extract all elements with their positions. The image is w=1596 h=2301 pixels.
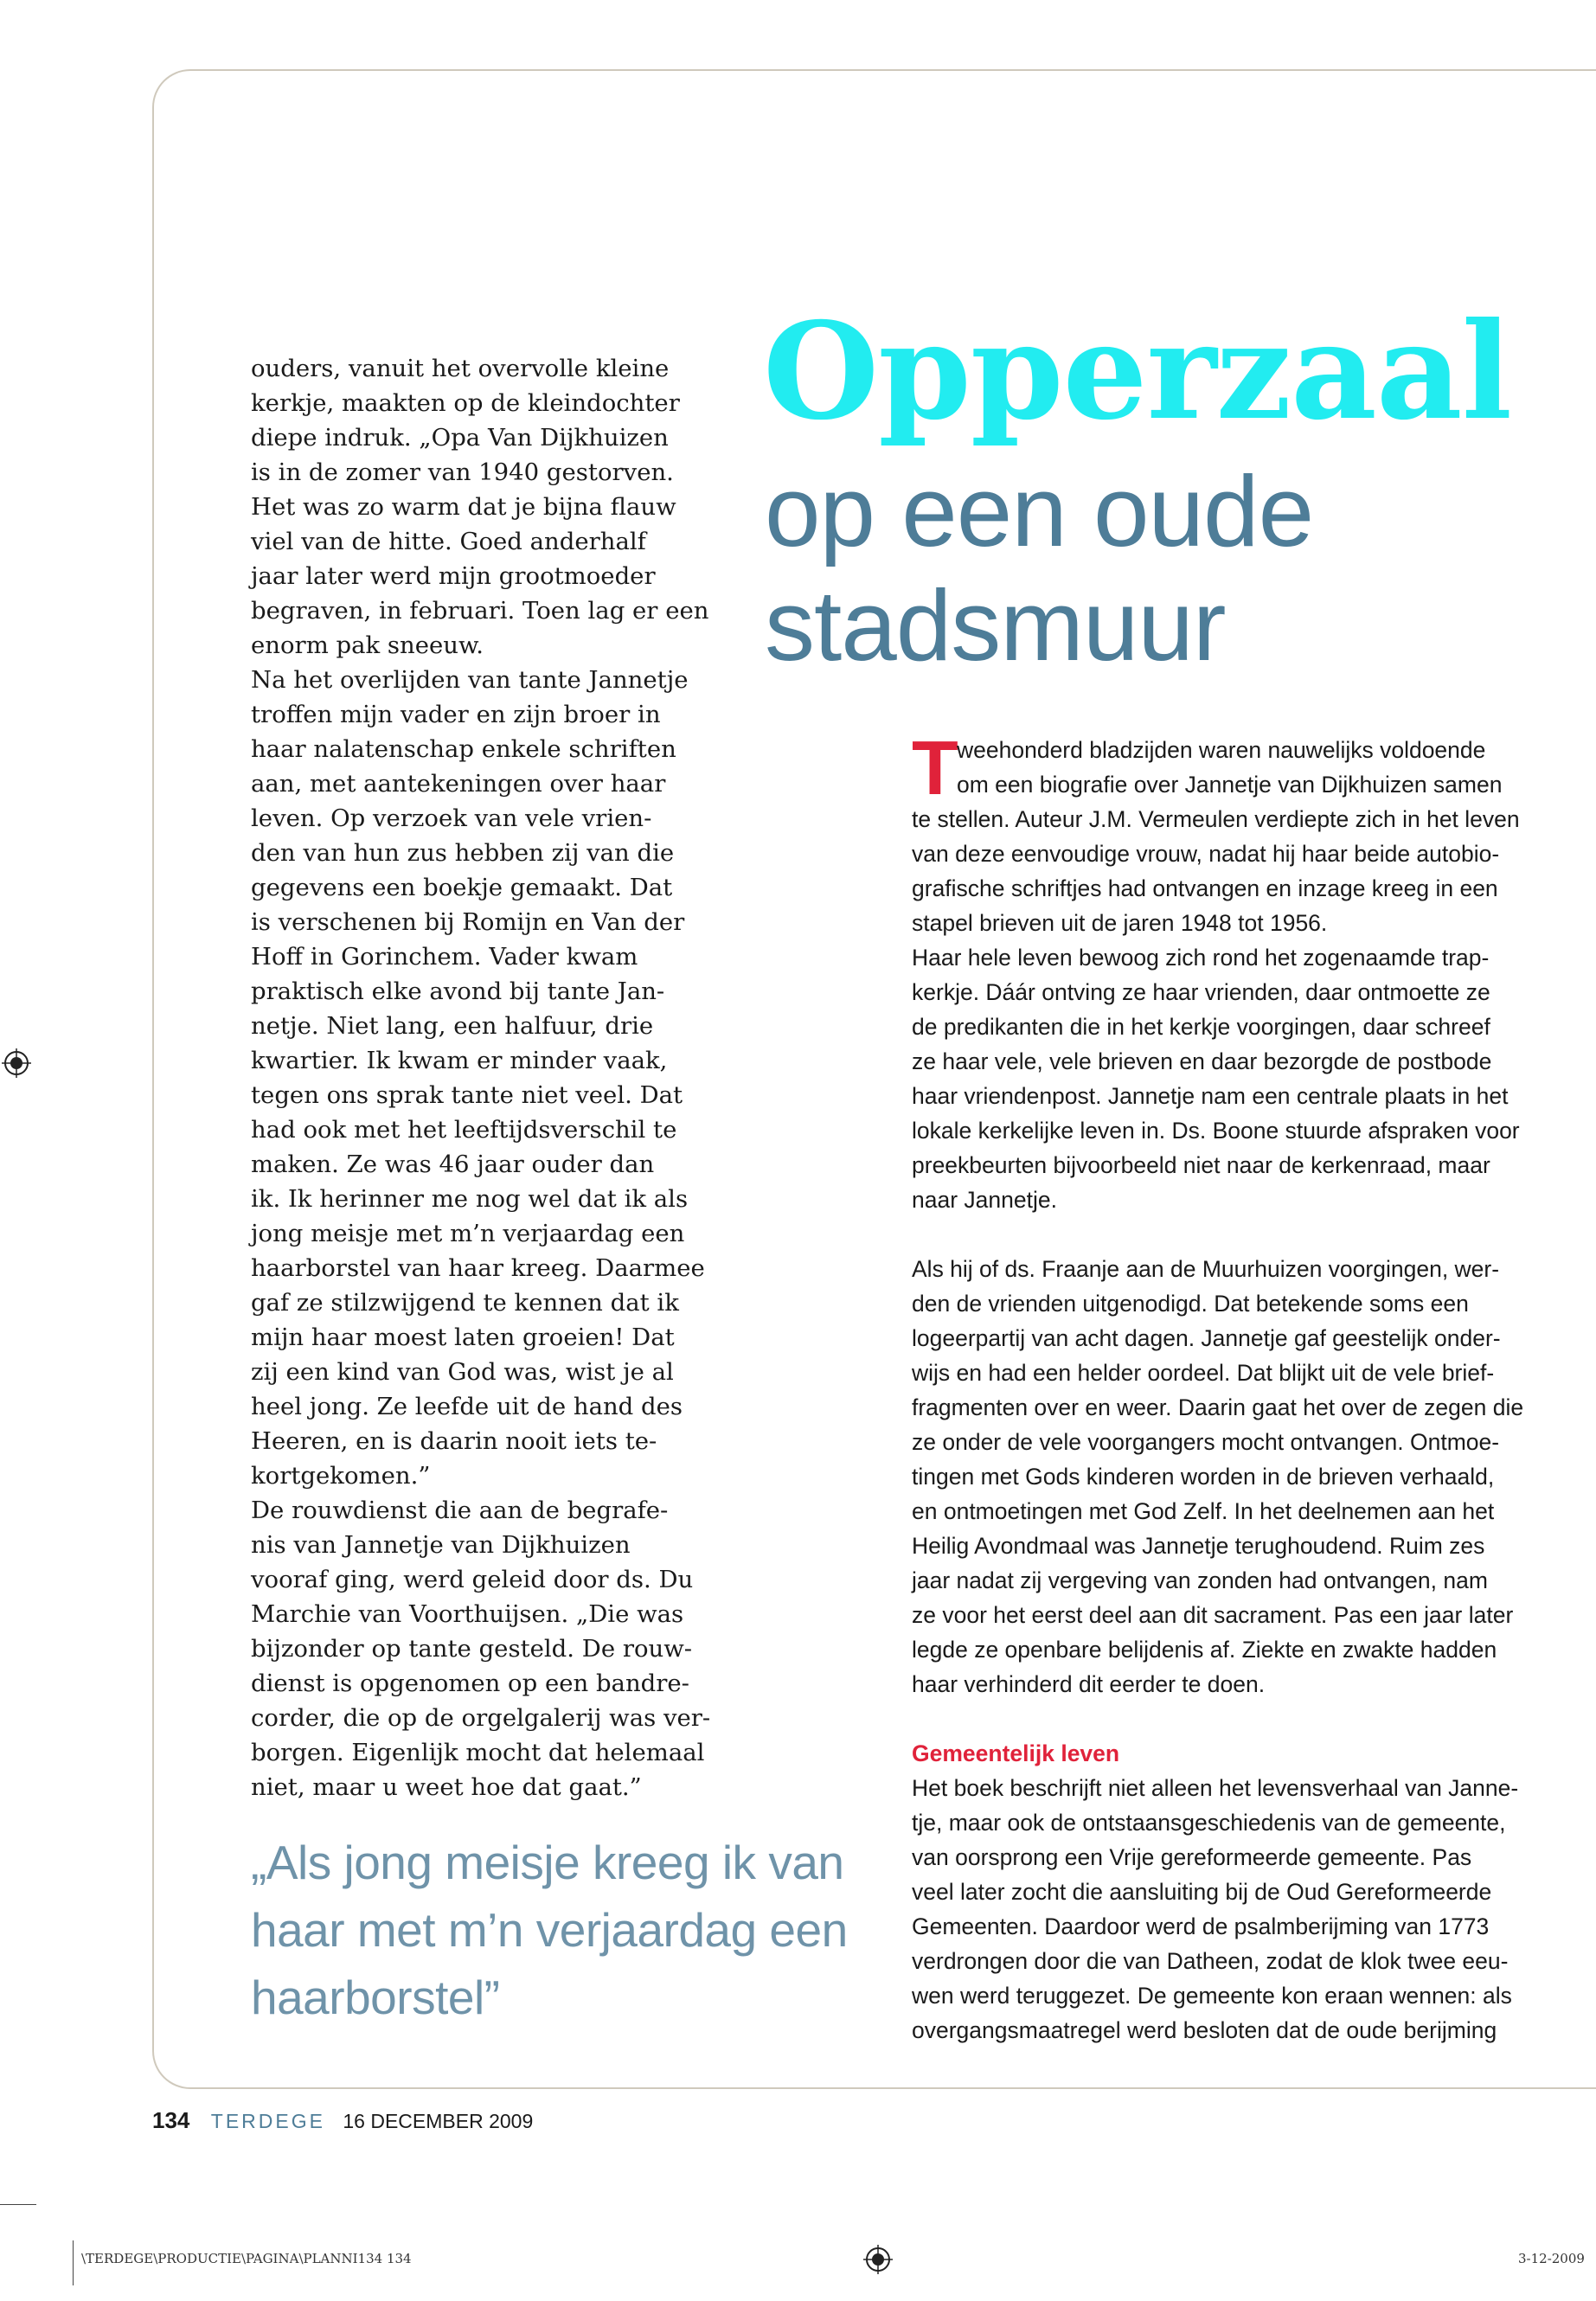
text-line: leven. Op verzoek van vele vrien- [251,804,652,832]
registration-mark-icon [863,2245,893,2274]
text-line: viel van de hitte. Goed anderhalf [251,528,646,555]
text-line: enorm pak sneeuw. [251,631,484,659]
text-line: kerkje. Dáár ontving ze haar vrienden, daar ontmoette ze [912,979,1490,1005]
text-line: ze haar vele, vele brieven en daar bezorgde de postbode [912,1048,1492,1074]
text-line: wijs en had een helder oordeel. Dat blijkt uit de vele brief- [912,1360,1495,1386]
text-line: Het boek beschrijft niet alleen het levensverhaal van Janne- [912,1775,1519,1801]
text-line: den van hun zus hebben zij van die [251,839,675,867]
crop-mark [0,2204,36,2205]
text-line: jong meisje met m’n verjaardag een [251,1220,685,1247]
text-line: weehonderd bladzijden waren nauwelijks voldoende [957,737,1486,763]
text-line: haar verhinderd dit eerder te doen. [912,1671,1266,1697]
text-line: preekbeurten bijvoorbeeld niet naar de kerkenraad, maar [912,1152,1490,1178]
pull-quote [251,1829,908,2031]
paragraph-gap [912,1702,1586,1736]
text-line: is in de zomer van 1940 gestorven. [251,458,674,486]
text-line: kortgekomen.” [251,1462,431,1490]
text-line: Als hij of ds. Fraanje aan de Muurhuizen voorgingen, wer- [912,1256,1500,1282]
text-line: maken. Ze was 46 jaar ouder dan [251,1150,655,1178]
registration-mark-icon [2,1048,31,1078]
article-subtitle [765,454,1313,683]
text-line: stapel brieven uit de jaren 1948 tot 1956. [912,910,1328,936]
text-line: ze voor het eerst deel aan dit sacrament. Pas een jaar later [912,1602,1514,1628]
paragraph-2 [912,1252,1586,1702]
slug-path: \TERDEGE\PRODUCTIE\PAGINA\PLANNI134 134 [81,2251,412,2266]
text-line: Heilig Avondmaal was Jannetje terughoudend. Ruim zes [912,1533,1485,1559]
text-line: naar Jannetje. [912,1187,1057,1213]
text-line: corder, die op de orgelgalerij was ver- [251,1704,711,1732]
text-line: tegen ons sprak tante niet veel. Dat [251,1081,683,1109]
text-line: borgen. Eigenlijk mocht dat helemaal [251,1739,705,1766]
text-line: logeerpartij van acht dagen. Jannetje gaf geestelijk onder- [912,1325,1501,1351]
text-line: jaar later werd mijn grootmoeder [251,562,656,590]
text-line: gegevens een boekje gemaakt. Dat [251,874,673,901]
text-line: om een biografie over Jannetje van Dijkhuizen samen [957,772,1503,798]
text-line: de predikanten die in het kerkje voorgingen, daar schreef [912,1014,1490,1040]
text-line: tje, maar ook de ontstaansgeschiedenis van de gemeente, [912,1810,1506,1836]
text-line: wen werd teruggezet. De gemeente kon eraan wennen: als [912,1983,1512,2009]
crop-mark [73,2240,74,2285]
quote-line: haarborstel” [251,1971,500,2024]
text-line: netje. Niet lang, een halfuur, drie [251,1012,654,1040]
subtitle-line-1: op een oude [765,455,1314,567]
text-line: aan, met aantekeningen over haar [251,770,666,798]
subtitle-line-2: stadsmuur [765,569,1226,682]
text-line: Gemeenten. Daardoor werd de psalmberijming van 1773 [912,1913,1490,1939]
text-line: vooraf ging, werd geleid door ds. Du [251,1566,694,1593]
text-line: van deze eenvoudige vrouw, nadat hij haar beide autobio- [912,841,1500,867]
text-line: overgangsmaatregel werd besloten dat de oude berijming [912,2017,1497,2043]
text-line: is verschenen bij Romijn en Van der [251,908,685,936]
text-line: diepe indruk. „Opa Van Dijkhuizen [251,424,669,452]
quote-line: haar met m’n verjaardag een [251,1903,848,1957]
text-line: en ontmoetingen met God Zelf. In het deelnemen aan het [912,1498,1495,1524]
text-line: haar nalatenschap enkele schriften [251,735,676,763]
text-line: mijn haar moest laten groeien! Dat [251,1324,675,1351]
page-footer [152,2107,533,2134]
text-line: jaar nadat zij vergeving van zonden had ontvangen, nam [912,1567,1488,1593]
text-line: ze onder de vele voorgangers mocht ontvangen. Ontmoe- [912,1429,1500,1455]
text-line: niet, maar u weet hoe dat gaat.” [251,1773,642,1801]
paragraph-gap [912,1217,1586,1252]
text-line: veel later zocht die aansluiting bij de Oud Gereformeerde [912,1879,1492,1905]
magazine-name: TERDEGE [210,2110,325,2132]
issue-date: 16 DECEMBER 2009 [343,2110,534,2132]
paragraph-1 [912,802,1586,1217]
right-column [912,725,1586,2048]
text-line: Marchie van Voorthuijsen. „Die was [251,1600,684,1628]
text-line: haar vriendenpost. Jannetje nam een centrale plaats in het [912,1083,1509,1109]
text-line: Na het overlijden van tante Jannetje [251,666,689,694]
text-line: verdrongen door die van Datheen, zodat de klok twee eeu- [912,1948,1509,1974]
paragraph-3 [912,1771,1586,2048]
left-column [251,351,711,1804]
slug-date: 3-12-2009 [1518,2251,1585,2266]
text-line: De rouwdienst die aan de begrafe- [251,1497,669,1524]
text-line: grafische schriftjes had ontvangen en inzage kreeg in een [912,875,1498,901]
text-line: ouders, vanuit het overvolle kleine [251,355,670,382]
text-line: Het was zo warm dat je bijna flauw [251,493,676,521]
text-line: bijzonder op tante gesteld. De rouw- [251,1635,693,1663]
text-line: lokale kerkelijke leven in. Ds. Boone stuurde afspraken voor [912,1118,1520,1144]
section-subhead: Gemeentelijk leven [912,1740,1120,1766]
text-line: fragmenten over en weer. Daarin gaat het over de zegen die [912,1394,1524,1420]
text-line: had ook met het leeftijdsverschil te [251,1116,677,1144]
text-line: praktisch elke avond bij tante Jan- [251,977,665,1005]
text-line: gaf ze stilzwijgend te kennen dat ik [251,1289,679,1317]
page-number: 134 [152,2107,190,2133]
quote-line: „Als jong meisje kreeg ik van [251,1836,844,1889]
text-line: ik. Ik herinner me nog wel dat ik als [251,1185,689,1213]
intro-block [912,725,1586,811]
text-line: heel jong. Ze leefde uit de hand des [251,1393,683,1420]
text-line: van oorsprong een Vrije gereformeerde gemeente. Pas [912,1844,1472,1870]
text-line: zij een kind van God was, wist je al [251,1358,674,1386]
text-line: Heeren, en is daarin nooit iets te- [251,1427,657,1455]
text-line: Haar hele leven bewoog zich rond het zogenaamde trap- [912,945,1490,971]
article-title: Opperzaal [763,293,1512,450]
text-line: den de vrienden uitgenodigd. Dat betekende soms een [912,1291,1469,1317]
text-line: Hoff in Gorinchem. Vader kwam [251,943,638,971]
text-line: troffen mijn vader en zijn broer in [251,701,661,728]
text-line: nis van Jannetje van Dijkhuizen [251,1531,631,1559]
text-line: begraven, in februari. Toen lag er een [251,597,709,625]
text-line: kwartier. Ik kwam er minder vaak, [251,1047,668,1074]
text-line: haarborstel van haar kreeg. Daarmee [251,1254,705,1282]
text-line: dienst is opgenomen op een bandre- [251,1670,689,1697]
text-line: te stellen. Auteur J.M. Vermeulen verdiepte zich in het leven [912,806,1520,832]
drop-cap: T [912,725,958,811]
text-line: tingen met Gods kinderen worden in de brieven verhaald, [912,1464,1495,1490]
text-line: kerkje, maakten op de kleindochter [251,389,680,417]
text-line: legde ze openbare belijdenis af. Ziekte en zwakte hadden [912,1637,1497,1663]
